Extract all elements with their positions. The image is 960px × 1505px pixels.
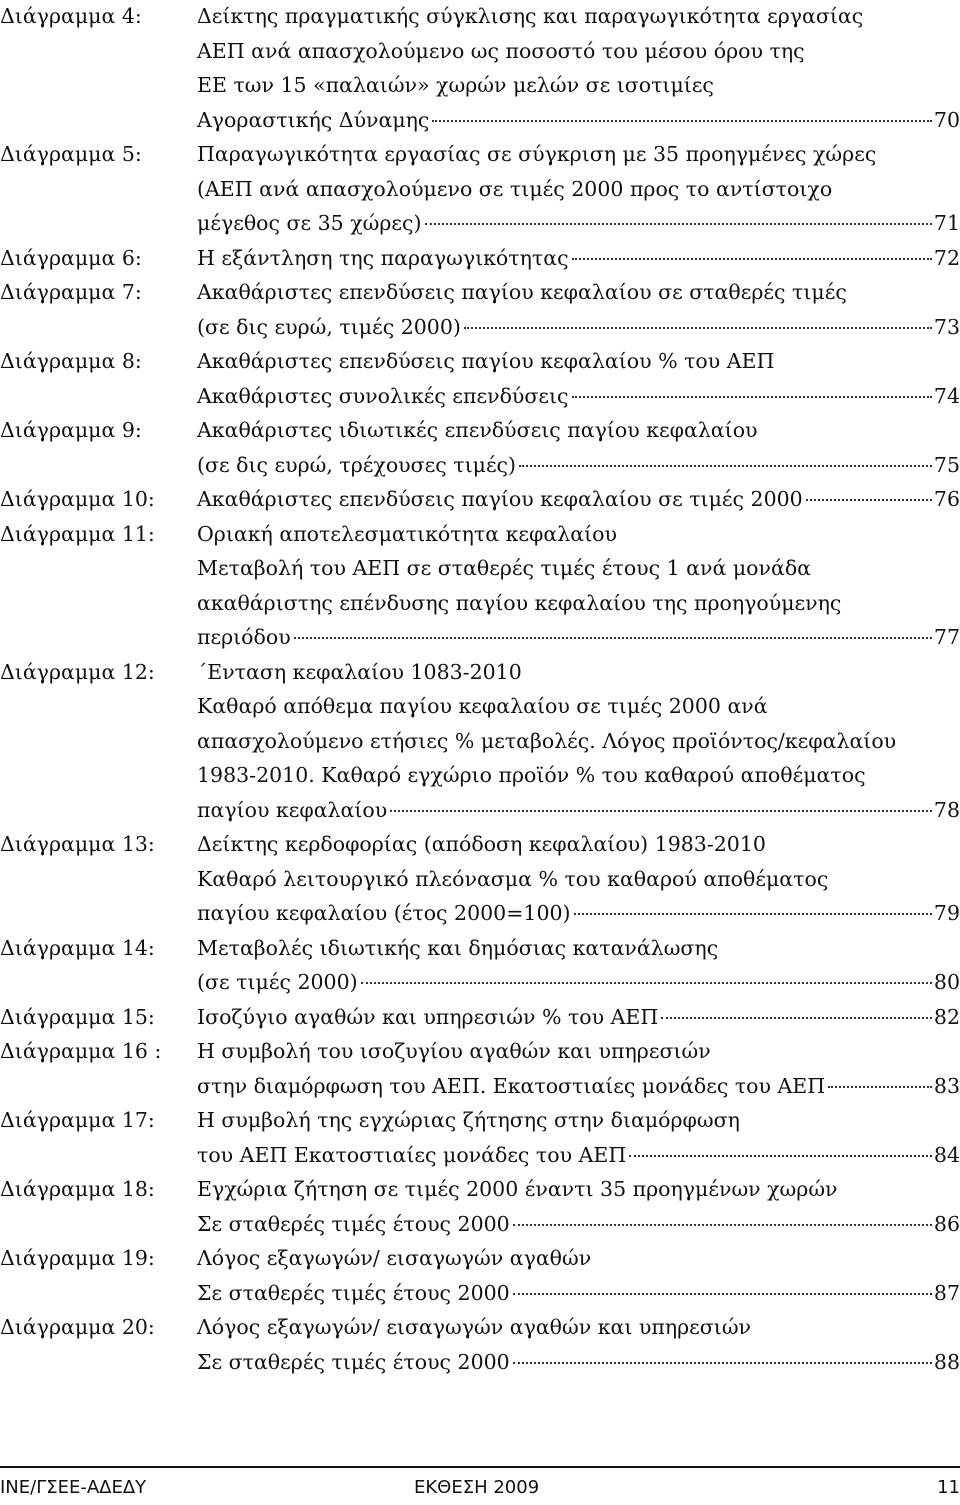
page-number: 82 [933,1004,960,1029]
entry-line: Ακαθάριστες συνολικές επενδύσεις [197,383,569,408]
entry-last-line [197,620,960,655]
entry-line: Ισοζύγιο αγαθών και υπηρεσιών % του ΑΕΠ [197,1004,659,1029]
entry-last-line [197,1138,960,1173]
dot-leader [828,1086,932,1088]
entry-last-line [197,793,960,828]
dot-leader [574,913,932,915]
entry-last-line [197,241,960,276]
dot-leader [425,223,932,225]
entry-label: Διάγραμμα 10: [0,487,155,511]
entry-body [197,137,960,241]
page-number: 83 [933,1073,960,1098]
dot-leader [629,1155,932,1157]
entry-line: Ακαθάριστες επενδύσεις παγίου κεφαλαίου σε σταθερές τιμές [197,280,847,304]
entry-last-line [197,965,960,1000]
entry-label: Διάγραμμα 19: [0,1246,155,1270]
toc-entry-17[interactable] [0,1103,960,1172]
entry-body [197,1103,960,1172]
entry-body [197,931,960,1000]
entry-line: του ΑΕΠ Εκατοστιαίες μονάδες του ΑΕΠ [197,1142,627,1167]
entry-line: (ΑΕΠ ανά απασχολούμενο σε τιμές 2000 προς το αντίστοιχο [197,176,833,201]
entry-last-line [197,379,960,414]
toc-entry-18[interactable] [0,1172,960,1241]
entry-line: παγίου κεφαλαίου (έτος 2000=100) [197,901,571,925]
toc-entry-13[interactable] [0,827,960,931]
dot-leader [294,637,932,639]
entry-line: Λόγος εξαγωγών/ εισαγωγών αγαθών και υπηρεσιών [197,1315,752,1339]
entry-line: Η συμβολή της εγχώριας ζήτησης στην διαμόρφωση [197,1108,740,1132]
footer-page-number: 11 [937,1477,960,1498]
entry-body [197,1241,960,1310]
page-number: 79 [933,901,960,925]
entry-label: Διάγραμμα 5: [0,142,142,166]
entry-body [197,482,960,517]
entry-line: ΕΕ των 15 «παλαιών» χωρών μελών σε ισοτιμίες [197,73,714,97]
dot-leader [432,120,931,122]
entry-label: Διάγραμμα 9: [0,418,142,442]
page-number: 74 [933,383,960,408]
entry-body [197,1000,960,1035]
page-number: 73 [933,314,960,339]
page-number: 86 [933,1211,960,1236]
toc-entry-19[interactable] [0,1241,960,1310]
entry-label: Διάγραμμα 20: [0,1315,155,1339]
dot-leader [513,1362,932,1364]
footer-report-title: ΕΚΘΕΣΗ 2009 [414,1477,540,1498]
dot-leader [390,810,932,812]
entry-label: Διάγραμμα 18: [0,1177,155,1201]
entry-last-line [197,1069,960,1104]
entry-body [197,1172,960,1241]
page-number: 78 [933,797,960,822]
toc-entry-4[interactable] [0,0,960,137]
entry-body [197,344,960,413]
entry-line: Σε σταθερές τιμές έτους 2000 [197,1280,510,1305]
entry-line: Μεταβολές ιδιωτικής και δημόσιας κατανάλωσης [197,935,719,960]
dot-leader [513,1224,932,1226]
entry-line: Καθαρό λειτουργικό πλεόνασμα % του καθαρού αποθέματος [197,866,829,891]
toc-entry-20[interactable] [0,1310,960,1379]
entry-line: Ακαθάριστες ιδιωτικές επενδύσεις παγίου κεφαλαίου [197,418,758,442]
entry-label: Διάγραμμα 11: [0,521,155,546]
entry-line: Ακαθάριστες επενδύσεις παγίου κεφαλαίου σε τιμές 2000 [197,487,803,511]
entry-line: μέγεθος σε 35 χώρες) [197,211,422,235]
toc-entry-15[interactable] [0,1000,960,1035]
page-number: 72 [933,245,960,270]
entry-line: παγίου κεφαλαίου [197,797,388,822]
entry-last-line [197,482,960,517]
entry-line: Μεταβολή του ΑΕΠ σε σταθερές τιμές έτους 1 ανά μονάδα [197,556,812,580]
dot-leader [572,258,932,260]
dot-leader [464,327,932,329]
entry-last-line [197,1276,960,1311]
toc-entry-9[interactable] [0,413,960,482]
entry-line: (σε δις ευρώ, τιμές 2000) [197,314,461,339]
page-number: 75 [933,452,960,477]
toc-entry-12[interactable] [0,655,960,828]
entry-line: Παραγωγικότητα εργασίας σε σύγκριση με 35 προηγμένες χώρες [197,142,877,166]
entry-line: (σε τιμές 2000) [197,970,358,994]
entry-body [197,655,960,828]
entry-line: περιόδου [197,625,291,649]
entry-line: Ακαθάριστες επενδύσεις παγίου κεφαλαίου % του ΑΕΠ [197,349,775,373]
entry-last-line [197,1207,960,1242]
entry-label: Διάγραμμα 12: [0,659,155,684]
entry-label: Διάγραμμα 16 : [0,1039,162,1063]
entry-line: ΄Ενταση κεφαλαίου 1083-2010 [197,659,522,684]
entry-line: Σε σταθερές τιμές έτους 2000 [197,1211,510,1236]
entry-label: Διάγραμμα 4: [0,4,142,28]
entry-last-line [197,896,960,931]
page-number: 70 [933,107,960,132]
entry-body [197,413,960,482]
entry-body [197,517,960,655]
toc-entry-11[interactable] [0,517,960,655]
entry-body [197,827,960,931]
dot-leader [661,1017,932,1019]
entry-label: Διάγραμμα 17: [0,1108,155,1132]
entry-line: Εγχώρια ζήτηση σε τιμές 2000 έναντι 35 προηγμένων χωρών [197,1177,838,1201]
entry-line: ΑΕΠ ανά απασχολούμενο ως ποσοστό του μέσου όρου της [197,38,805,63]
entry-last-line [197,448,960,483]
toc-entry-7[interactable] [0,275,960,344]
entry-body [197,0,960,137]
dot-leader [572,396,932,398]
page-number: 76 [933,487,960,511]
entry-line: Αγοραστικής Δύναμης [197,107,430,132]
entry-line: Λόγος εξαγωγών/ εισαγωγών αγαθών [197,1246,592,1270]
entry-line: Σε σταθερές τιμές έτους 2000 [197,1349,510,1374]
entry-last-line [197,310,960,345]
toc-entry-10[interactable] [0,482,960,517]
entry-line: ακαθάριστης επένδυσης παγίου κεφαλαίου της προηγούμενης [197,590,842,615]
footer-organization: ΙΝΕ/ΓΣΕΕ-ΑΔΕΔΥ [0,1477,147,1498]
toc-entry-16[interactable] [0,1034,960,1103]
page-number: 80 [933,970,960,994]
toc-entry-6[interactable] [0,241,960,276]
entry-label: Διάγραμμα 14: [0,935,155,960]
toc-entry-8[interactable] [0,344,960,413]
entry-line: Η εξάντληση της παραγωγικότητας [197,245,569,270]
entry-label: Διάγραμμα 7: [0,280,142,304]
entry-label: Διάγραμμα 13: [0,832,155,856]
entry-label: Διάγραμμα 6: [0,245,142,270]
entry-line: στην διαμόρφωση του ΑΕΠ. Εκατοστιαίες μονάδες του ΑΕΠ [197,1073,826,1098]
toc-entry-14[interactable] [0,931,960,1000]
page-footer [0,1466,960,1505]
entry-line: Οριακή αποτελεσματικότητα κεφαλαίου [197,521,617,546]
entry-line: Η συμβολή του ισοζυγίου αγαθών και υπηρεσιών [197,1039,711,1063]
page-number: 84 [933,1142,960,1167]
page-number: 71 [933,211,960,235]
entry-body [197,241,960,276]
entry-last-line [197,206,960,241]
entry-last-line [197,103,960,138]
entry-body [197,1034,960,1103]
dot-leader [519,465,932,467]
entry-line: Δείκτης κερδοφορίας (απόδοση κεφαλαίου) 1983-2010 [197,832,766,856]
entry-line: απασχολούμενο ετήσιες % μεταβολές. Λόγος προϊόντος/κεφαλαίου [197,728,897,753]
entry-line: (σε δις ευρώ, τρέχουσες τιμές) [197,452,517,477]
dot-leader [361,982,932,984]
entry-line: 1983-2010. Καθαρό εγχώριο προϊόν % του καθαρού αποθέματος [197,763,866,787]
entry-line: Καθαρό απόθεμα παγίου κεφαλαίου σε τιμές 2000 ανά [197,694,768,718]
entry-body [197,1310,960,1379]
entry-line: Δείκτης πραγματικής σύγκλισης και παραγωγικότητα εργασίας [197,4,864,28]
dot-leader [806,499,932,501]
toc-entry-5[interactable] [0,137,960,241]
page-number: 87 [933,1280,960,1305]
entry-last-line [197,1000,960,1035]
page-number: 88 [933,1349,960,1374]
entry-body [197,275,960,344]
entry-label: Διάγραμμα 15: [0,1004,155,1029]
entry-last-line [197,1345,960,1380]
entry-label: Διάγραμμα 8: [0,349,142,373]
page-number: 77 [933,625,960,649]
dot-leader [513,1293,932,1295]
